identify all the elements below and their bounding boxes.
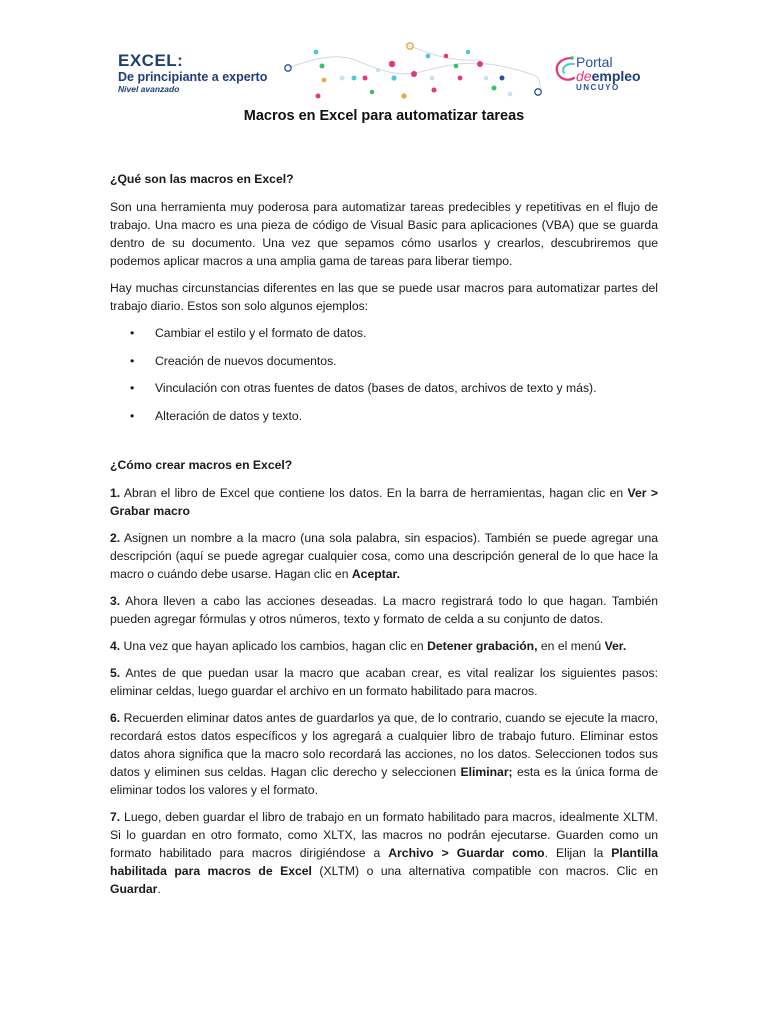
examples-list (110, 324, 658, 425)
step-bold-text: Aceptar. (351, 567, 400, 581)
bullet-icon: • (130, 353, 135, 368)
step-number: 3. (110, 594, 121, 608)
list-item-text: Creación de nuevos documentos. (155, 353, 337, 368)
step-text: en el menú (537, 639, 605, 653)
step-bold-text: Eliminar; (460, 765, 513, 779)
step-number: 2. (110, 531, 121, 545)
step-text: . (157, 882, 161, 896)
step-1 (110, 484, 658, 520)
list-item-text: Cambiar el estilo y el formato de datos. (155, 326, 367, 340)
section-heading-how-to-create: ¿Cómo crear macros en Excel? (110, 458, 293, 472)
step-number: 6. (110, 711, 121, 725)
bullet-icon: • (130, 408, 135, 423)
section-spacer (110, 434, 658, 456)
step-text: Luego, deben guardar el libro de trabajo en un formato habilitado para macros, idealmente XLTM. Si lo guardan en otro formato, como XLTX, las macros no podrán ejecutarse. Guarden como un formato habilitado para macros dirigiéndose a (110, 810, 658, 860)
brand-level: Nivel avanzado (118, 84, 180, 94)
portal-word: Portal (576, 54, 613, 70)
step-4 (110, 637, 658, 655)
section-heading-what-are-macros: ¿Qué son las macros en Excel? (110, 172, 294, 186)
course-brand (118, 52, 267, 94)
uncuyo-word: UNCUYO (576, 83, 620, 92)
bullet-icon: • (130, 326, 135, 340)
brand-subtitle: De principiante a experto (118, 70, 268, 84)
list-item (110, 324, 658, 342)
document-body (110, 170, 658, 907)
step-bold-text: Plantilla habilitada para macros de Excel (110, 846, 658, 878)
step-2 (110, 529, 658, 583)
step-text: (XLTM) o una alternativa compatible con macros. Clic en (311, 864, 658, 878)
step-number: 4. (110, 639, 121, 653)
step-7 (110, 808, 658, 898)
step-bold-text: Archivo > Guardar como (388, 846, 545, 860)
list-item (110, 352, 658, 370)
decorative-network-graphic (280, 38, 550, 102)
list-item (110, 407, 658, 425)
intro-paragraph: Son una herramienta muy poderosa para automatizar tareas predecibles y repetitivas en el flujo de trabajo. Una macro es una pieza de código de Visual Basic para aplicaciones (VBA) que se guarda dentro de su documento. Una vez que sepamos cómo usarlos y crearlos, descubriremos que podemos aplicar macros a una amplia gama de tareas para liberar tiempo. (110, 200, 658, 268)
document-title: Macros en Excel para automatizar tareas (243, 108, 525, 124)
de-word: de (576, 68, 592, 84)
brand-title: EXCEL: (118, 51, 184, 70)
step-bold-text: Detener grabación, (427, 639, 538, 653)
step-number: 5. (110, 666, 121, 680)
step-text: Ahora lleven a cabo las acciones deseadas. La macro registrará todo lo que hagan. También pueden agregar fórmulas y otros números, texto y formato de celda a su conjunto de datos. (110, 594, 658, 626)
step-6 (110, 709, 658, 799)
step-text: Una vez que hayan aplicado los cambios, hagan clic en (120, 639, 428, 653)
step-5 (110, 664, 658, 700)
step-bold-text: Ver > Grabar macro (110, 486, 659, 518)
step-text: Abran el libro de Excel que contiene los datos. En la barra de herramientas, hagan clic en (120, 486, 628, 500)
step-number: 7. (110, 810, 121, 824)
de-empleo-words (576, 69, 686, 83)
portal-empleo-logo-icon (552, 54, 578, 86)
step-text: Recuerden eliminar datos antes de guardarlos ya que, de lo contrario, cuando se ejecute la macro, recordará estos datos específicos y los agregará a cualquier libro de trabajo futuro. Eliminar estos datos ahora significa que la macro solo recordará las acciones, no los datos. Seleccionen todos sus datos y eliminen sus celdas. Hagan clic derecho y seleccionen (110, 711, 658, 779)
portal-empleo-logo (576, 56, 686, 93)
bullet-icon: • (130, 381, 135, 395)
step-number: 1. (110, 486, 121, 500)
step-text: esta es la única forma de eliminar todos los valores y el formato. (110, 765, 658, 797)
examples-intro-paragraph: Hay muchas circunstancias diferentes en las que se puede usar macros para automatizar partes del trabajo diario. Estos son solo algunos ejemplos: (110, 281, 658, 313)
page-header (0, 0, 768, 110)
step-bold-text: Ver. (604, 639, 627, 653)
step-text: Asignen un nombre a la macro (una sola palabra, sin espacios). También se puede agregar una descripción (aquí se puede agregar cualquier cosa, como una descripción general de lo que hace la macro o cuándo debe usarse. Hagan clic en (110, 531, 658, 581)
step-bold-text: Guardar (110, 882, 158, 896)
list-item-text: Vinculación con otras fuentes de datos (bases de datos, archivos de texto y más). (155, 381, 597, 395)
step-3 (110, 592, 658, 628)
step-text: . Elijan la (544, 846, 612, 860)
list-item-text: Alteración de datos y texto. (155, 408, 303, 423)
step-text: Antes de que puedan usar la macro que acaban crear, es vital realizar los siguientes pasos: eliminar celdas, luego guardar el archivo en un formato habilitado para macros. (110, 666, 658, 698)
empleo-word: empleo (591, 68, 641, 84)
list-item (110, 379, 658, 397)
